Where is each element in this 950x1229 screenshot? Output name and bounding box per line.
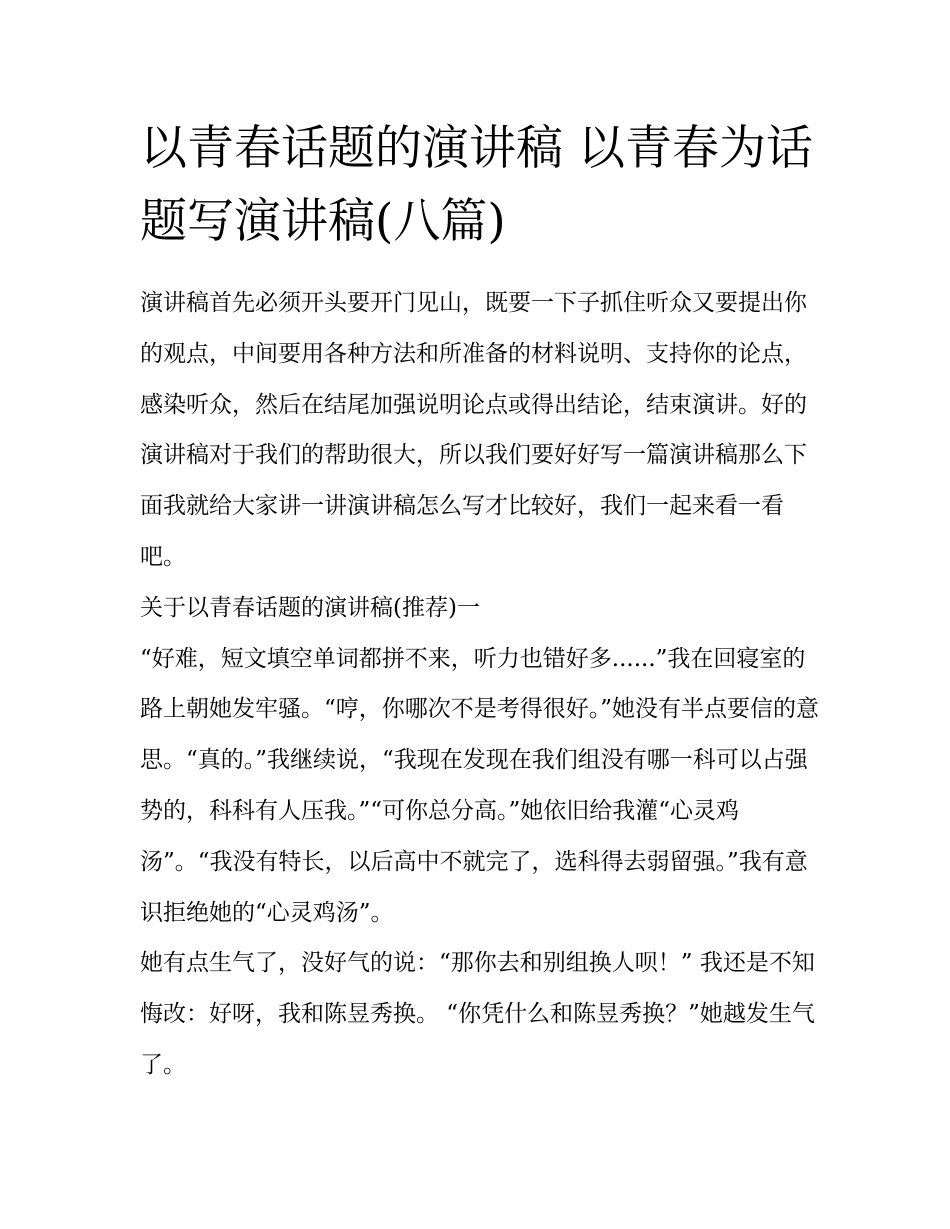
- document-body: [140, 278, 820, 1091]
- document-title: 以青春话题的演讲稿 以青春为话题写演讲稿(八篇): [140, 121, 813, 249]
- story-paragraph: “好难，短文填空单词都拼不来，听力也错好多......”我在回寝室的路上朝她发牢骚。“哼，你哪次不是考得很好。”她没有半点要信的意思。“真的。”我继续说，“我现在发现在我们组没有哪一科可以占强势的，科科有人压我。”“可你总分高。”她依旧给我灌“心灵鸡汤”。“我没有特长，以后高中不就完了，选科得去弱留强。”我有意识拒绝她的“心灵鸡汤”。: [140, 645, 820, 926]
- story-paragraph-continued: 她有点生气了，没好气的说：“那你去和别组换人呗！” 我还是不知悔改：好呀，我和陈昱秀换。 “你凭什么和陈昱秀换？”她越发生气了。: [140, 950, 815, 1078]
- intro-paragraph: 演讲稿首先必须开头要开门见山，既要一下子抓住听众又要提出你的观点，中间要用各种方法和所准备的材料说明、支持你的论点，感染听众，然后在结尾加强说明论点或得出结论，结束演讲。好的演讲稿对于我们的帮助很大，所以我们要好好写一篇演讲稿那么下面我就给大家讲一讲演讲稿怎么写才比较好，我们一起来看一看吧。: [140, 290, 807, 570]
- section-heading: 关于以青春话题的演讲稿(推荐)一: [140, 594, 480, 621]
